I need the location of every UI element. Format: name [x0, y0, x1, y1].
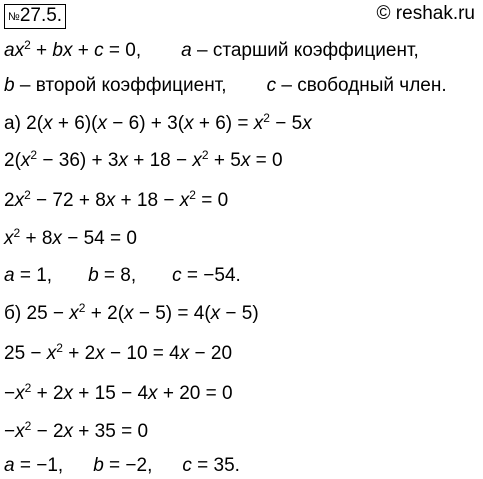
part-a-label: а) — [4, 113, 21, 134]
definition-c: c – свободный член. — [266, 75, 447, 96]
definition-a: a – старший коэффициент, — [181, 40, 419, 61]
definitions-line — [4, 75, 447, 97]
part-a-step-3: $x^2 + 8x - 54 = 0$ — [4, 226, 137, 249]
part-a-equation: а) $2(x + 6)(x - 6) + 3(x + 6) = x^2 - 5x$ — [4, 111, 312, 134]
part-b-equation: б) $25 - x^2 + 2(x - 5) = 4(x - 5)$ — [4, 301, 259, 324]
part-a-answer: a = 1, b = 8, c = −54. — [4, 265, 241, 286]
part-b-step-1: $25 - x^2 + 2x - 10 = 4x - 20$ — [4, 341, 233, 364]
problem-number-value: 27.5. — [19, 5, 63, 26]
part-a-step-2: $2x^2 - 72 + 8x + 18 - x^2 = 0$ — [4, 188, 229, 211]
number-sign: № — [8, 11, 20, 23]
general-equation: $ax^2$ + bx + c = 0, — [4, 38, 142, 61]
part-a-step-1: $2(x^2 - 36) + 3x + 18 - x^2 + 5x = 0$ — [4, 148, 283, 171]
part-b-label: б) — [4, 303, 22, 324]
problem-number — [4, 4, 66, 29]
definition-b: b – второй коэффициент, — [4, 75, 227, 96]
part-b-step-2: $-x^2 + 2x + 15 - 4x + 20 = 0$ — [4, 381, 233, 404]
part-b-answer: a = −1, b = −2, c = 35. — [4, 455, 240, 476]
general-form-line — [4, 40, 419, 62]
watermark: © reshak.ru — [376, 3, 475, 24]
part-b-step-3: $-x^2 - 2x + 35 = 0$ — [4, 419, 149, 442]
